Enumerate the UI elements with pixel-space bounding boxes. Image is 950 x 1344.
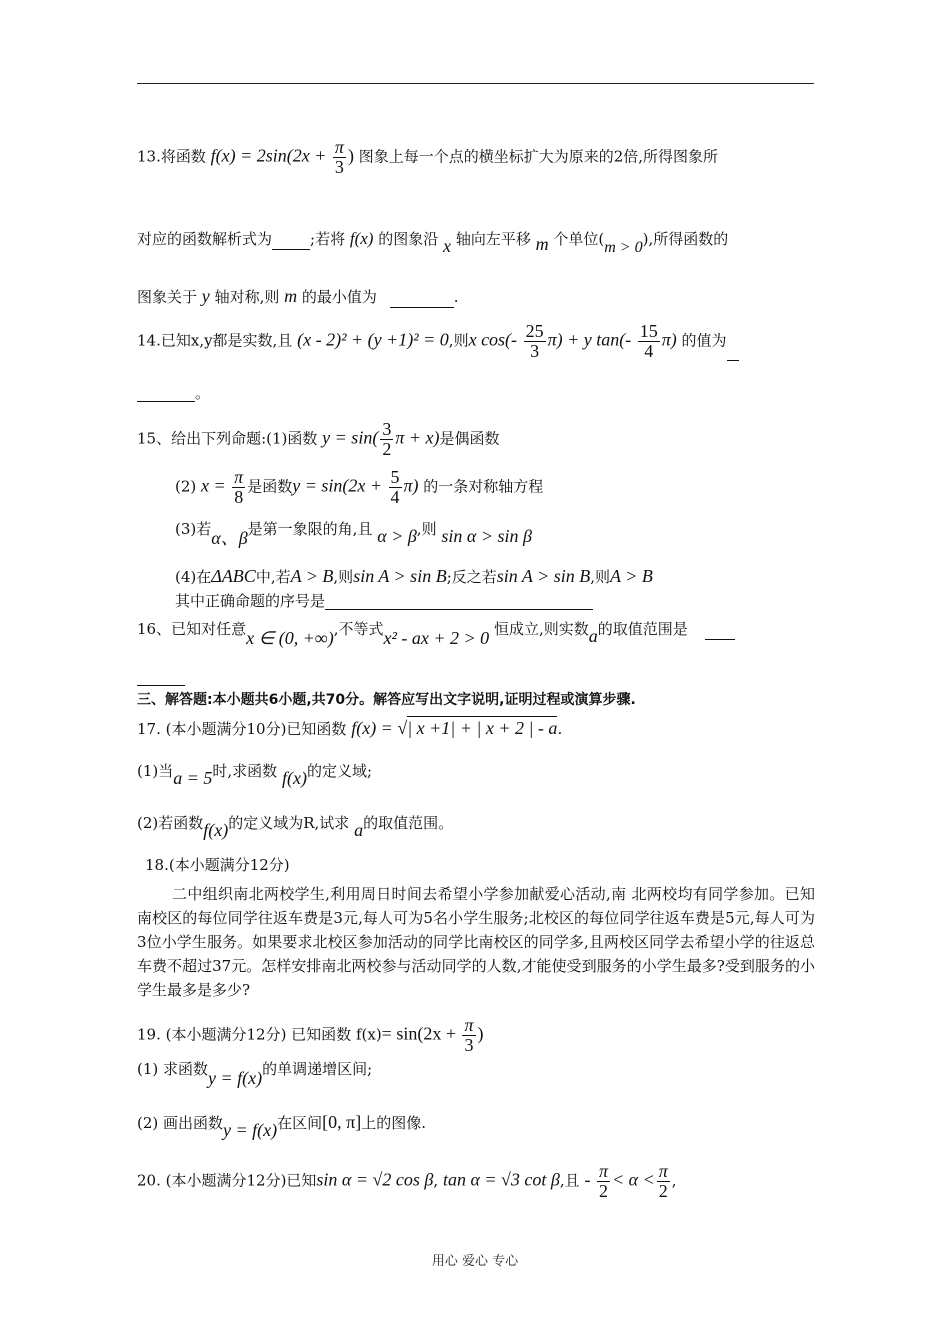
page-footer: 用心 爱心 专心	[431, 1254, 519, 1269]
q20-line-1: 20. (本小题满分12分)已知sin α = √2 cos β, tan α = √3 cot β,且 - $\frac{\pi}{2}$ < α < $\frac{\pi}{2}$ ,	[137, 1161, 677, 1201]
q13-blank-2	[390, 307, 454, 308]
q17-line-1: 17. (本小题满分10分)已知函数 f(x) = √| x +1| + | x + 2 | - a.	[137, 718, 563, 738]
q15-line-4: (4)在ΔABC中,若A > B,则sin A > sin B;反之若sin A > sin B,则A > B	[175, 566, 653, 586]
q15-line-2: (2) x = $\frac{\pi}{8}$ 是函数y = sin(2x + $\frac{5}{4}$ π) 的一条对称轴方程	[175, 467, 544, 507]
q13-fraction: $\frac{\pi}{3}$	[334, 137, 344, 177]
q17-line-3: (2)若函数f(x)的定义域为R,试求 a的取值范围。	[137, 814, 454, 840]
q16-blank-a	[705, 639, 735, 640]
q14-equation: (x - 2)² + (y +1)² = 0	[297, 329, 449, 350]
q15-blank	[325, 609, 593, 610]
q13-function: f(x) = 2sin(2x +	[210, 145, 331, 166]
q19-line-3: (2) 画出函数y = f(x)在区间[0, π]上的图像.	[137, 1112, 427, 1140]
q14-line-1: 14.已知x,y都是实数,且 (x - 2)² + (y +1)² = 0,则x cos(- $\frac{25}{3}$ π) + y tan(- $\frac{15}{4}$ π) 的值为	[137, 322, 739, 361]
q13-line-3: 图象关于 y 轴对称,则 m 的最小值为 .	[137, 286, 459, 306]
section-3-heading: 三、解答题:本小题共6小题,共70分。解答应写出文字说明,证明过程或演算步骤.	[137, 692, 636, 708]
q14-blank-b	[137, 401, 195, 402]
q15-line-1: 15、给出下列命题:(1)函数 y = sin( $\frac{3}{2}$ π + x)是偶函数	[137, 419, 500, 459]
q16-line-2	[137, 668, 185, 686]
q16-blank-b	[137, 685, 185, 686]
q15-line-5: 其中正确命题的序号是	[175, 592, 593, 610]
q18-title: 18.(本小题满分12分)	[145, 856, 290, 874]
q13-line-2: 对应的函数解析式为 ;若将 f(x) 的图象沿 x 轴向左平移 m 个单位(m > 0),所得函数的	[137, 229, 729, 256]
q14-blank-a	[727, 360, 739, 361]
q13-blank-1	[272, 249, 310, 250]
q19-line-2: (1) 求函数y = f(x)的单调递增区间;	[137, 1060, 373, 1088]
q14-line-2: 。	[137, 384, 210, 402]
q18-body: 二中组织南北两校学生,利用周日时间去希望小学参加献爱心活动,南 北两校均有同学参加。已知南校区的每位同学往返车费是3元,每人可为5名小学生服务;北校区的每位同学往返车费是5元,每人可为3位小学生服务。如果要求北校区参加活动的同学比南校区的同学多,且两校区同学去希望小学的往返总车费不超过37元。怎样安排南北两校参与活动同学的人数,才能使受到服务的小学生最多?受到服务的小学生最多是多少?	[137, 885, 815, 999]
q16-line-1: 16、已知对任意x ∈ (0, +∞),不等式x² - ax + 2 > 0 恒成立,则实数a的取值范围是	[137, 618, 735, 640]
q19-line-1: 19. (本小题满分12分) 已知函数 f(x)= sin(2x + $\frac{\pi}{3}$ )	[137, 1015, 484, 1055]
q17-line-2: (1)当a = 5时,求函数 f(x)的定义域;	[137, 762, 373, 788]
q15-line-3: (3)若α、β是第一象限的角,且 α > β,则 sin α > sin β	[175, 520, 532, 548]
q13-line-1: 13.将函数 f(x) = 2sin(2x + $\frac{\pi}{3}$ ) 图象上每一个点的横坐标扩大为原来的2倍,所得图象所	[137, 137, 719, 177]
header-rule	[137, 83, 814, 84]
